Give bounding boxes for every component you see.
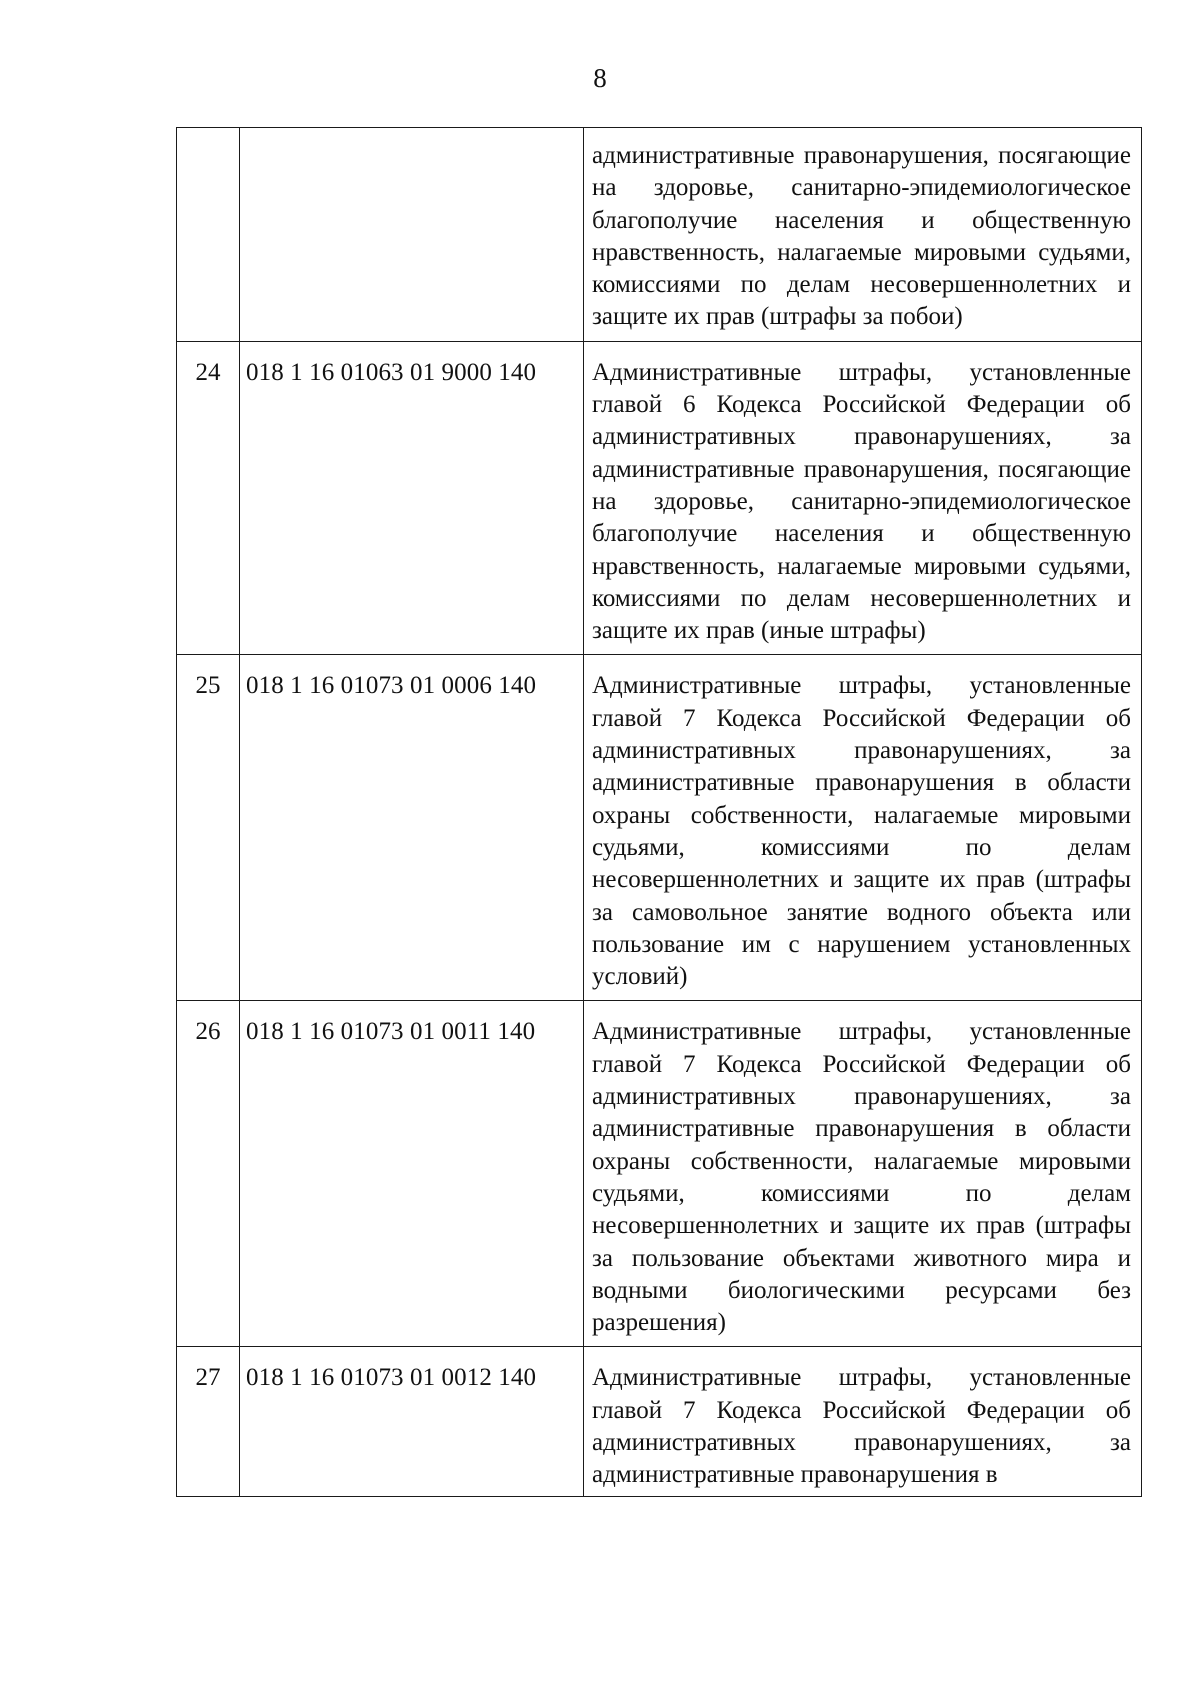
row-number: 26 bbox=[177, 1001, 240, 1347]
budget-classification-code: 018 1 16 01063 01 9000 140 bbox=[240, 341, 584, 655]
budget-classification-code: 018 1 16 01073 01 0011 140 bbox=[240, 1001, 584, 1347]
revenue-description: Административные штрафы, установленные главой 7 Кодекса Российской Федерации об административных правонарушениях, за административные правонарушения в области охраны собственности, налагаемые мировыми судьями, комиссиями по делам несовершеннолетних и защите их прав (штрафы за самовольное занятие водного объекта или пользование им с нарушением установленных условий) bbox=[584, 655, 1142, 1001]
page-number: 8 bbox=[593, 63, 607, 93]
row-number: 25 bbox=[177, 655, 240, 1001]
table-row bbox=[177, 341, 1142, 655]
row-number bbox=[177, 128, 240, 342]
table-row bbox=[177, 128, 1142, 342]
revenue-description: административные правонарушения, посягающие на здоровье, санитарно-эпидемиологическое благополучие населения и общественную нравственность, налагаемые мировыми судьями, комиссиями по делам несовершеннолетних и защите их прав (штрафы за побои) bbox=[584, 128, 1142, 342]
row-number: 27 bbox=[177, 1347, 240, 1496]
revenue-description: Административные штрафы, установленные главой 7 Кодекса Российской Федерации об административных правонарушениях, за административные правонарушения в bbox=[584, 1347, 1142, 1496]
revenue-codes-table bbox=[176, 127, 1142, 1497]
budget-classification-code bbox=[240, 128, 584, 342]
table-row bbox=[177, 1347, 1142, 1496]
revenue-description: Административные штрафы, установленные главой 6 Кодекса Российской Федерации об административных правонарушениях, за административные правонарушения, посягающие на здоровье, санитарно-эпидемиологическое благополучие населения и общественную нравственность, налагаемые мировыми судьями, комиссиями по делам несовершеннолетних и защите их прав (иные штрафы) bbox=[584, 341, 1142, 655]
revenue-description: Административные штрафы, установленные главой 7 Кодекса Российской Федерации об административных правонарушениях, за административные правонарушения в области охраны собственности, налагаемые мировыми судьями, комиссиями по делам несовершеннолетних и защите их прав (штрафы за пользование объектами животного мира и водными биологическими ресурсами без разрешения) bbox=[584, 1001, 1142, 1347]
budget-classification-code: 018 1 16 01073 01 0012 140 bbox=[240, 1347, 584, 1496]
row-number: 24 bbox=[177, 341, 240, 655]
table-row bbox=[177, 1001, 1142, 1347]
table-row bbox=[177, 655, 1142, 1001]
budget-classification-code: 018 1 16 01073 01 0006 140 bbox=[240, 655, 584, 1001]
